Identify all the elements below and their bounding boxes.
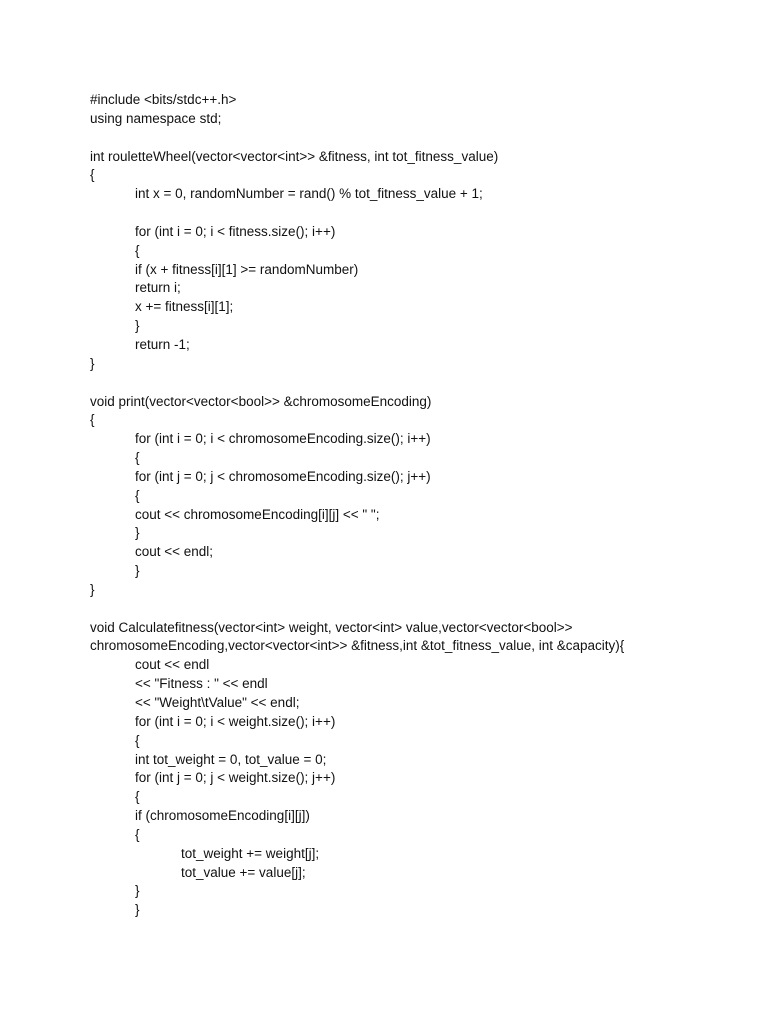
code-line: } bbox=[135, 883, 140, 899]
code-line: { bbox=[90, 167, 95, 183]
code-line: return -1; bbox=[135, 336, 190, 352]
code-line: cout << chromosomeEncoding[i][j] << " "; bbox=[135, 506, 380, 522]
code-line: for (int i = 0; i < fitness.size(); i++) bbox=[135, 223, 336, 239]
code-line: for (int j = 0; j < chromosomeEncoding.size(); j++) bbox=[135, 468, 431, 484]
code-line: { bbox=[135, 450, 140, 466]
code-line: for (int i = 0; i < weight.size(); i++) bbox=[135, 713, 336, 729]
code-line: } bbox=[90, 355, 95, 371]
code-line: void print(vector<vector<bool>> &chromosomeEncoding) bbox=[90, 393, 432, 409]
code-line: } bbox=[135, 318, 140, 334]
code-line: for (int j = 0; j < weight.size(); j++) bbox=[135, 770, 336, 786]
blank-line bbox=[0, 129, 768, 148]
code-line: int rouletteWheel(vector<vector<int>> &fitness, int tot_fitness_value) bbox=[90, 148, 499, 164]
code-listing bbox=[0, 91, 768, 920]
code-line: #include <bits/stdc++.h> bbox=[90, 92, 237, 107]
code-line: cout << endl bbox=[135, 657, 210, 673]
code-line: } bbox=[135, 525, 140, 541]
code-line: cout << endl; bbox=[135, 544, 214, 560]
code-line: return i; bbox=[135, 280, 181, 296]
code-line: { bbox=[135, 487, 140, 503]
code-line: { bbox=[90, 412, 95, 428]
code-line: x += fitness[i][1]; bbox=[135, 299, 234, 315]
code-line: } bbox=[135, 563, 140, 579]
code-line: } bbox=[135, 902, 140, 918]
code-line: { bbox=[135, 732, 140, 748]
code-line: } bbox=[90, 581, 95, 597]
code-line: << "Weight\tValue" << endl; bbox=[135, 695, 300, 710]
code-line: { bbox=[135, 242, 140, 258]
code-line: void Calculatefitness(vector<int> weight, vector<int> value,vector<vector<bool>> bbox=[90, 619, 573, 635]
code-line: { bbox=[135, 826, 140, 842]
code-line: if (x + fitness[i][1] >= randomNumber) bbox=[135, 261, 359, 277]
code-line: { bbox=[135, 789, 140, 805]
code-line: int tot_weight = 0, tot_value = 0; bbox=[135, 751, 327, 767]
code-line: tot_weight += weight[j]; bbox=[181, 845, 320, 861]
code-line: if (chromosomeEncoding[i][j]) bbox=[135, 808, 310, 824]
code-line: for (int i = 0; i < chromosomeEncoding.size(); i++) bbox=[135, 431, 431, 447]
code-line: << "Fitness : " << endl bbox=[135, 676, 268, 692]
blank-line bbox=[0, 374, 768, 393]
blank-line bbox=[0, 600, 768, 619]
code-line: chromosomeEncoding,vector<vector<int>> &fitness,int &tot_fitness_value, int &capacity){ bbox=[90, 638, 625, 654]
code-line: int x = 0, randomNumber = rand() % tot_fitness_value + 1; bbox=[135, 186, 483, 202]
code-line: using namespace std; bbox=[90, 110, 222, 126]
blank-line bbox=[0, 204, 768, 223]
code-line: tot_value += value[j]; bbox=[181, 864, 306, 880]
